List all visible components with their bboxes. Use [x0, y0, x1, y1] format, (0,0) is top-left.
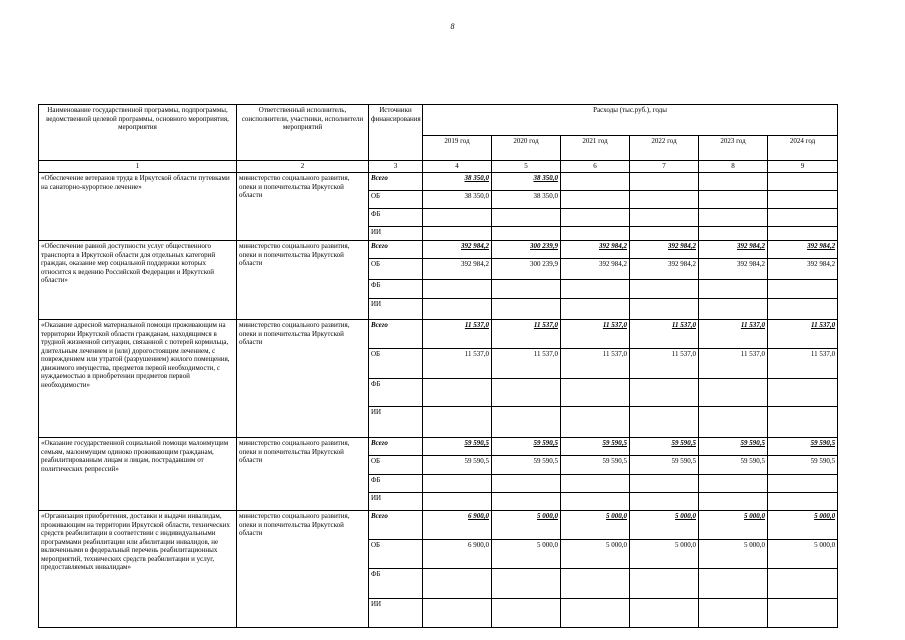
expense-value: 6 900,0 [423, 511, 492, 540]
expense-value [699, 209, 768, 227]
expense-value: 392 984,2 [699, 259, 768, 280]
column-number: 3 [369, 161, 423, 173]
expense-value: 392 984,2 [561, 259, 630, 280]
funding-source: ФБ [369, 280, 423, 299]
expense-value: 392 984,2 [768, 241, 838, 259]
expense-value [630, 493, 699, 511]
expense-value: 300 239,9 [492, 241, 561, 259]
expense-value: 392 984,2 [561, 241, 630, 259]
expense-value [768, 191, 838, 209]
expense-value [699, 280, 768, 299]
expense-value [699, 299, 768, 320]
expense-value [492, 209, 561, 227]
expense-value [492, 280, 561, 299]
activity-name: «Организация приобретения, доставки и выдачи инвалидам, проживающим на территории Иркутской области, технических средств реабилитации в соответствии с индивидуальными программами реабилитации или абилитации инвалидов, не включенными в федеральный перечень реабилитационных мероприятий, технических средств реабилитации и услуг, предоставляемых инвалидам» [39, 511, 237, 628]
table-row [39, 438, 838, 456]
funding-source: ИИ [369, 407, 423, 438]
executor: министерство социального развития, опеки и попечительства Иркутской области [237, 173, 369, 241]
expense-value [561, 493, 630, 511]
expense-value: 11 537,0 [768, 320, 838, 349]
expense-value: 5 000,0 [699, 511, 768, 540]
expense-value: 11 537,0 [768, 349, 838, 379]
expense-value [423, 407, 492, 438]
funding-source: Всего [369, 173, 423, 191]
expense-value [423, 209, 492, 227]
expense-value: 59 590,5 [630, 456, 699, 475]
expense-value [699, 227, 768, 241]
expense-value: 59 590,5 [492, 456, 561, 475]
expense-value: 5 000,0 [561, 540, 630, 569]
header-name: Наименование государственной программы, подпрограммы, ведомственной целевой программы, основного мероприятия, мероприятия [39, 105, 237, 161]
expense-value [699, 379, 768, 407]
table-row [39, 173, 838, 191]
expense-value [768, 299, 838, 320]
expense-value [630, 407, 699, 438]
expense-value [630, 299, 699, 320]
expense-value: 11 537,0 [630, 320, 699, 349]
funding-source: ФБ [369, 475, 423, 493]
expense-value: 59 590,5 [561, 438, 630, 456]
header-expenses: Расходы (тыс.руб.), годы [423, 105, 838, 136]
funding-source: ОБ [369, 259, 423, 280]
expense-value: 11 537,0 [630, 349, 699, 379]
header-year: 2021 год [561, 136, 630, 161]
expense-value [561, 191, 630, 209]
expense-value: 11 537,0 [423, 349, 492, 379]
expense-value [630, 599, 699, 628]
expense-value [768, 227, 838, 241]
funding-source: Всего [369, 438, 423, 456]
expense-value: 5 000,0 [699, 540, 768, 569]
expense-value [492, 569, 561, 599]
expense-value [423, 280, 492, 299]
expense-value: 38 350,0 [492, 173, 561, 191]
expense-value: 392 984,2 [699, 241, 768, 259]
expense-value: 59 590,5 [699, 438, 768, 456]
expense-value: 5 000,0 [492, 511, 561, 540]
activity-name: «Обеспечение равной доступности услуг общественного транспорта в Иркутской области для отдельных категорий граждан, оказание мер социальной поддержки которых относится к ведению Российской Федерации и Иркутской области» [39, 241, 237, 320]
funding-source: ИИ [369, 493, 423, 511]
funding-source: ФБ [369, 569, 423, 599]
expense-value: 11 537,0 [561, 320, 630, 349]
column-number: 6 [561, 161, 630, 173]
column-number: 9 [768, 161, 838, 173]
expense-value [768, 407, 838, 438]
expense-value: 392 984,2 [423, 259, 492, 280]
header-year: 2023 год [699, 136, 768, 161]
expense-value: 59 590,5 [699, 456, 768, 475]
funding-source: ИИ [369, 299, 423, 320]
expense-value: 11 537,0 [561, 349, 630, 379]
column-number: 4 [423, 161, 492, 173]
expense-value [492, 493, 561, 511]
table-body [39, 173, 838, 628]
expense-value: 5 000,0 [768, 511, 838, 540]
expense-value [492, 379, 561, 407]
funding-source: ФБ [369, 379, 423, 407]
expense-value [561, 475, 630, 493]
expense-value: 392 984,2 [423, 241, 492, 259]
funding-source: ОБ [369, 540, 423, 569]
funding-source: ОБ [369, 191, 423, 209]
expense-value: 38 350,0 [423, 173, 492, 191]
expense-value [423, 493, 492, 511]
expense-value [630, 475, 699, 493]
expense-value: 59 590,5 [768, 438, 838, 456]
expense-value [768, 475, 838, 493]
expense-value: 392 984,2 [630, 241, 699, 259]
expense-value [768, 209, 838, 227]
header-year: 2022 год [630, 136, 699, 161]
expense-value: 6 900,0 [423, 540, 492, 569]
header-year: 2019 год [423, 136, 492, 161]
expense-value [768, 599, 838, 628]
expense-value: 5 000,0 [630, 511, 699, 540]
expense-value: 5 000,0 [630, 540, 699, 569]
expense-value: 5 000,0 [561, 511, 630, 540]
expense-value [492, 407, 561, 438]
expense-value: 11 537,0 [699, 349, 768, 379]
expense-value [768, 379, 838, 407]
expense-value [561, 173, 630, 191]
funding-source: ОБ [369, 349, 423, 379]
expense-value [699, 173, 768, 191]
funding-source: ИИ [369, 599, 423, 628]
executor: министерство социального развития, опеки и попечительства Иркутской области [237, 511, 369, 628]
activity-name: «Оказание адресной материальной помощи проживающим на территории Иркутской области гражданам, находящимся в трудной жизненной ситуации, связанной с потерей кормильца, длительным лечением и (или) дорогостоящим лечением, с повреждением или утратой (разрушением) жилого помещения, движимого имущества, предметов первой необходимости, с нуждаемостью в приобретении предметов первой необходимости» [39, 320, 237, 438]
expense-value [492, 599, 561, 628]
funding-source: ОБ [369, 456, 423, 475]
funding-source: Всего [369, 241, 423, 259]
expense-value [630, 569, 699, 599]
column-number: 1 [39, 161, 237, 173]
expense-value: 5 000,0 [492, 540, 561, 569]
executor: министерство социального развития, опеки и попечительства Иркутской области [237, 241, 369, 320]
expense-value [561, 407, 630, 438]
header-source: Источники финансирования [369, 105, 423, 161]
expense-value [423, 299, 492, 320]
expense-value [630, 209, 699, 227]
expense-value [561, 599, 630, 628]
column-number: 8 [699, 161, 768, 173]
funding-source: Всего [369, 511, 423, 540]
funding-source: Всего [369, 320, 423, 349]
table-row [39, 320, 838, 349]
expense-value [561, 209, 630, 227]
column-number: 5 [492, 161, 561, 173]
activity-name: «Оказание государственной социальной помощи малоимущим семьям, малоимущим одиноко проживающим гражданам, реабилитированным лицам и лицам, пострадавшим от политических репрессий» [39, 438, 237, 511]
expense-value [561, 280, 630, 299]
expense-value [630, 173, 699, 191]
header-year: 2024 год [768, 136, 838, 161]
expense-value [699, 599, 768, 628]
expense-value [699, 493, 768, 511]
expense-value: 59 590,5 [630, 438, 699, 456]
expense-value [699, 569, 768, 599]
funding-source: ИИ [369, 227, 423, 241]
expense-value [423, 475, 492, 493]
expense-value: 11 537,0 [492, 320, 561, 349]
expense-value [423, 569, 492, 599]
executor: министерство социального развития, опеки и попечительства Иркутской области [237, 438, 369, 511]
expense-value: 38 350,0 [492, 191, 561, 209]
expense-value [492, 299, 561, 320]
expense-value [630, 191, 699, 209]
column-number: 2 [237, 161, 369, 173]
expense-value [561, 379, 630, 407]
expense-value [561, 299, 630, 320]
expense-value: 59 590,5 [423, 456, 492, 475]
expense-value [699, 475, 768, 493]
executor: министерство социального развития, опеки и попечительства Иркутской области [237, 320, 369, 438]
expense-value: 11 537,0 [423, 320, 492, 349]
expense-value: 59 590,5 [561, 456, 630, 475]
header-executor: Ответственный исполнитель, соисполнители, участники, исполнители мероприятий [237, 105, 369, 161]
expense-value: 11 537,0 [699, 320, 768, 349]
expense-value [630, 280, 699, 299]
expense-value [492, 475, 561, 493]
expense-value [561, 569, 630, 599]
expense-value: 59 590,5 [423, 438, 492, 456]
expense-value [423, 227, 492, 241]
header-year: 2020 год [492, 136, 561, 161]
expenses-table [38, 104, 838, 628]
expense-value: 11 537,0 [492, 349, 561, 379]
expense-value [768, 493, 838, 511]
page-number: 8 [450, 22, 455, 31]
expense-value [423, 599, 492, 628]
expense-value [699, 407, 768, 438]
expense-value: 300 239,9 [492, 259, 561, 280]
activity-name: «Обеспечение ветеранов труда в Иркутской области путевками на санаторно-курортное лечение» [39, 173, 237, 241]
expense-value: 38 350,0 [423, 191, 492, 209]
expense-value [768, 569, 838, 599]
expense-value: 59 590,5 [768, 456, 838, 475]
expense-value [768, 280, 838, 299]
expense-value: 59 590,5 [492, 438, 561, 456]
expense-value [423, 379, 492, 407]
expense-value: 392 984,2 [768, 259, 838, 280]
expense-value [630, 227, 699, 241]
funding-source: ФБ [369, 209, 423, 227]
expense-value [492, 227, 561, 241]
column-number: 7 [630, 161, 699, 173]
expense-value [768, 173, 838, 191]
expense-value: 5 000,0 [768, 540, 838, 569]
table-row [39, 241, 838, 259]
expense-value: 392 984,2 [630, 259, 699, 280]
expense-value [561, 227, 630, 241]
expense-value [630, 379, 699, 407]
table-row [39, 511, 838, 540]
expense-value [699, 191, 768, 209]
